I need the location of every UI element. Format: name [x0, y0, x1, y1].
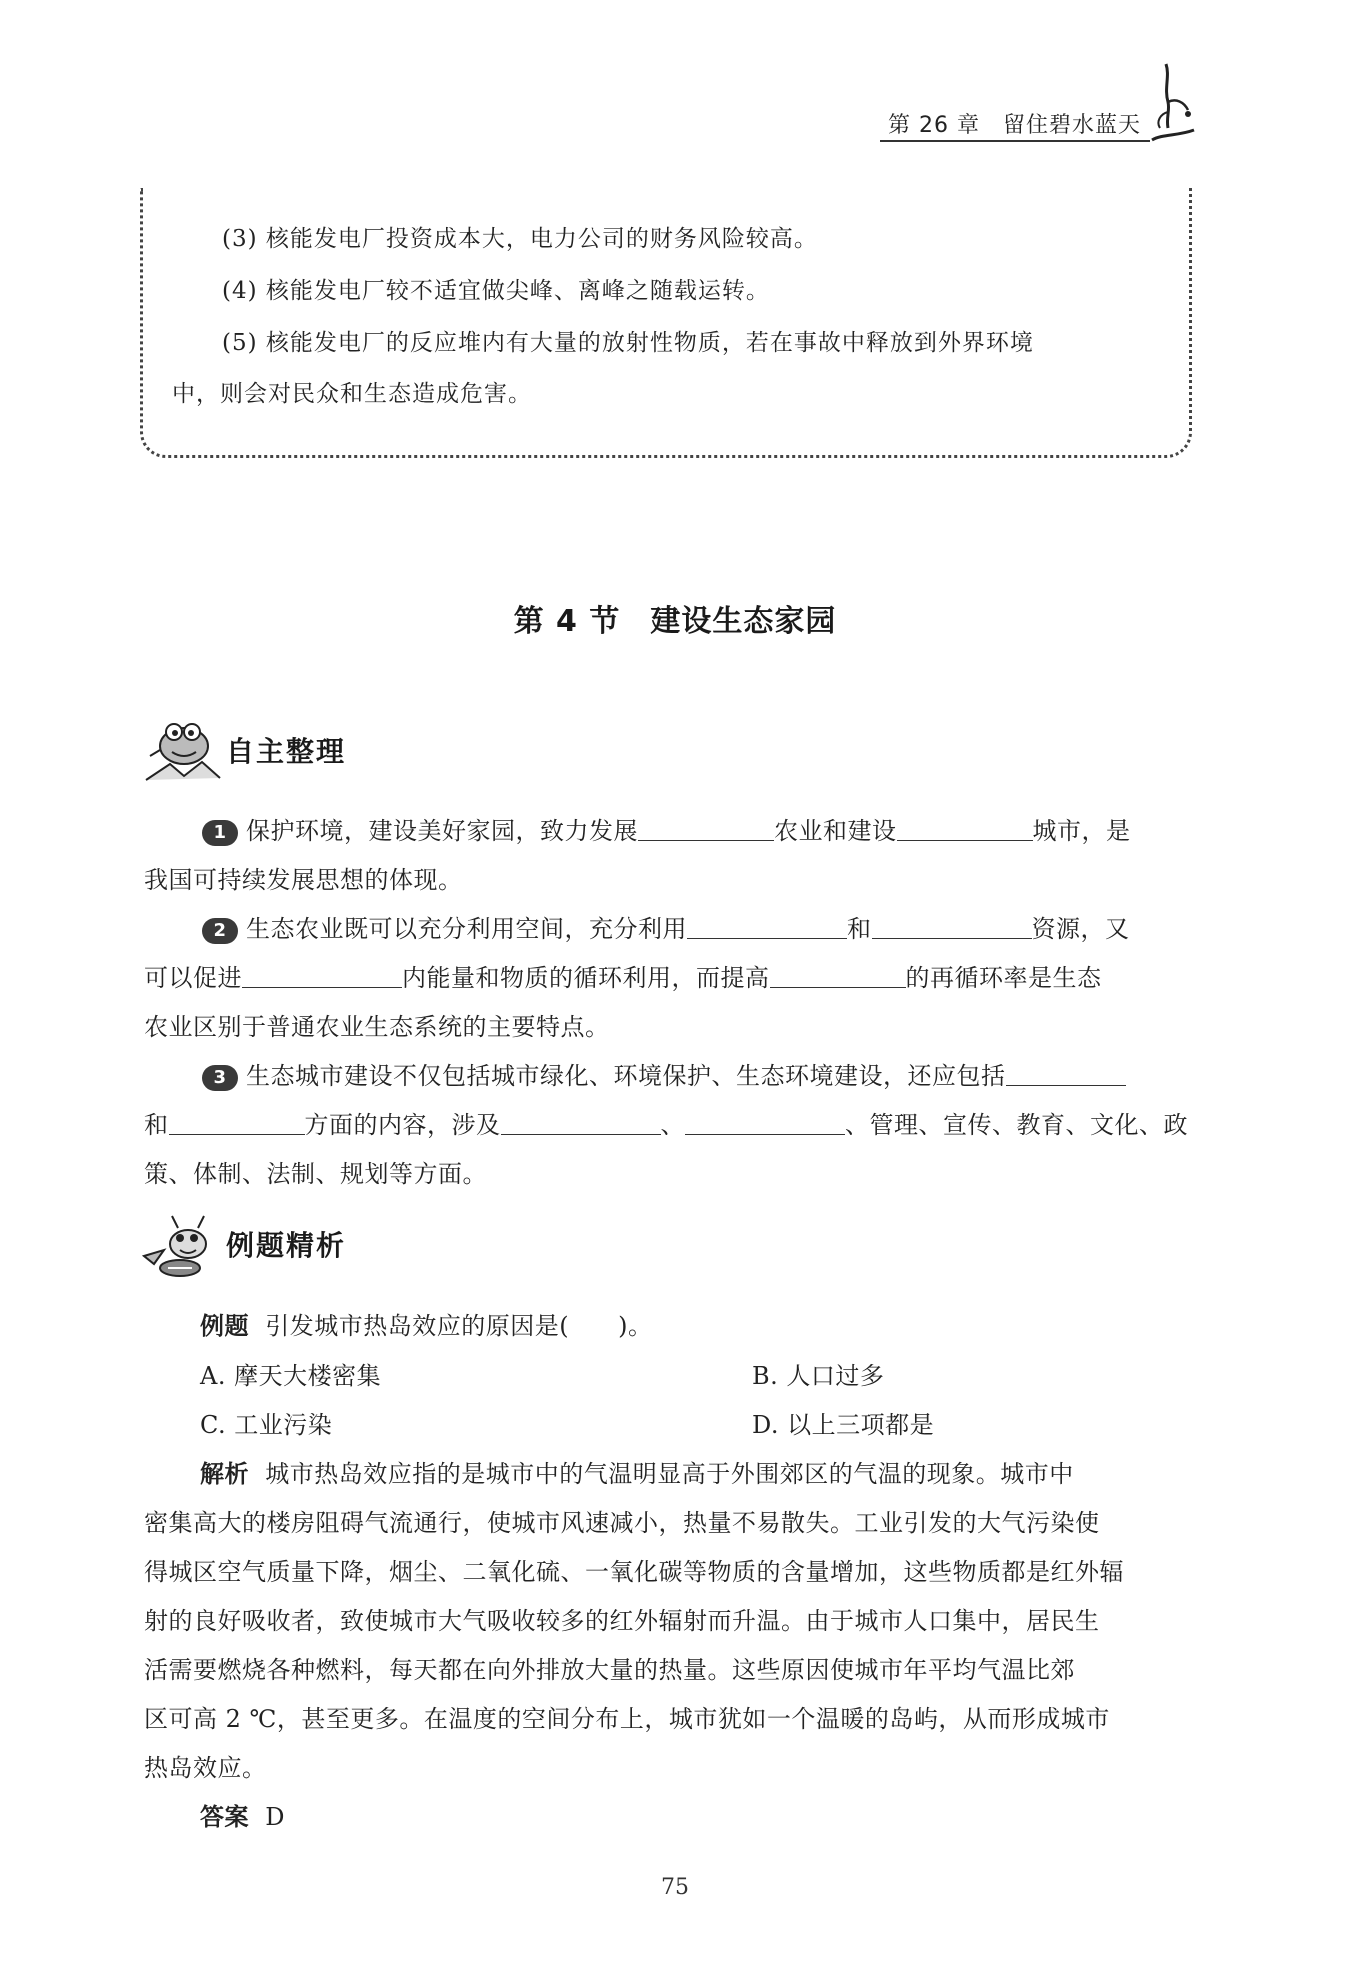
q3-blank-1[interactable]	[1006, 1065, 1126, 1086]
frog-mascot-icon	[140, 716, 226, 786]
q2-blank-1[interactable]	[687, 918, 847, 939]
analysis-line-1: 解析 城市热岛效应指的是城市中的气温明显高于外围郊区的气温的现象。城市中	[200, 1460, 1074, 1488]
q3-line-1: 3 生态城市建设不仅包括城市绿化、环境保护、生态环境建设，还应包括	[202, 1056, 1126, 1091]
analysis-line-3: 得城区空气质量下降，烟尘、二氧化硫、一氧化碳等物质的含量增加，这些物质都是红外辐	[144, 1558, 1124, 1586]
example-label: 例题精析	[226, 1229, 347, 1262]
q2-blank-4[interactable]	[770, 967, 906, 988]
example-tag: 例题	[200, 1312, 249, 1340]
box-line-4: (4) 核能发电厂较不适宜做尖峰、离峰之随载运转。	[222, 278, 770, 304]
section-name: 建设生态家园	[650, 604, 837, 639]
q2-blank-2[interactable]	[872, 918, 1032, 939]
box-line-5: (5) 核能发电厂的反应堆内有大量的放射性物质，若在事故中释放到外界环境	[222, 330, 1034, 356]
q1-line-1: 1 保护环境，建设美好家园，致力发展 农业和建设 城市，是	[202, 811, 1131, 846]
analysis-line-6: 区可高 2 ℃，甚至更多。在温度的空间分布上，城市犹如一个温暖的岛屿，从而形成城市	[144, 1705, 1110, 1733]
q2-line-2: 可以促进 内能量和物质的循环利用，而提高 的再循环率是生态	[144, 964, 1102, 992]
analysis-line-4: 射的良好吸收者，致使城市大气吸收较多的红外辐射而升温。由于城市人口集中，居民生	[144, 1607, 1100, 1635]
q2-line-1: 2 生态农业既可以充分利用空间，充分利用 和 资源，又	[202, 909, 1130, 944]
q3-blank-3[interactable]	[501, 1114, 661, 1135]
answer-line	[200, 1797, 285, 1832]
example-heading	[140, 1210, 460, 1280]
q3-line-3: 策、体制、法制、规划等方面。	[144, 1160, 487, 1188]
q1-badge: 1	[202, 820, 238, 846]
q3-blank-4[interactable]	[685, 1114, 845, 1135]
q3-line-2: 和 方面的内容，涉及 、 、管理、宣传、教育、文化、政	[144, 1111, 1188, 1139]
section-title	[0, 596, 1350, 640]
q1-blank-1[interactable]	[638, 820, 774, 841]
chapter-title: 第 26 章 留住碧水蓝天	[888, 113, 1141, 138]
q2-blank-3[interactable]	[242, 967, 402, 988]
analysis-line-2: 密集高大的楼房阻碍气流通行，使城市风速减小，热量不易散失。工业引发的大气污染使	[144, 1509, 1100, 1537]
box-line-3: (3) 核能发电厂投资成本大，电力公司的财务风险较高。	[222, 226, 818, 252]
option-b[interactable]: B. 人口过多	[752, 1362, 885, 1390]
q2-line-3: 农业区别于普通农业生态系统的主要特点。	[144, 1013, 610, 1041]
header-rule	[880, 140, 1150, 142]
q3-blank-2[interactable]	[169, 1114, 305, 1135]
self-study-heading	[140, 716, 460, 786]
q2-badge: 2	[202, 918, 238, 944]
option-d[interactable]: D. 以上三项都是	[752, 1411, 935, 1439]
answer-tag: 答案	[200, 1803, 249, 1831]
section-number: 第 4 节	[513, 604, 621, 639]
analysis-line-5: 活需要燃烧各种燃料，每天都在向外排放大量的热量。这些原因使城市年平均气温比郊	[144, 1656, 1075, 1684]
q3-badge: 3	[202, 1065, 238, 1091]
box-line-5-cont: 中，则会对民众和生态造成危害。	[172, 381, 532, 407]
analysis-line-7: 热岛效应。	[144, 1754, 267, 1782]
q1-blank-2[interactable]	[897, 820, 1033, 841]
bee-mascot-icon	[140, 1210, 226, 1280]
self-study-label: 自主整理	[226, 735, 347, 768]
analysis-tag: 解析	[200, 1460, 249, 1488]
ornament-icon	[1148, 58, 1198, 148]
example-question: 例题 引发城市热岛效应的原因是( )。	[200, 1312, 653, 1340]
q1-line-2: 我国可持续发展思想的体现。	[144, 866, 463, 894]
running-header	[880, 100, 1200, 150]
option-a[interactable]: A. 摩天大楼密集	[200, 1362, 382, 1390]
page-number: 75	[661, 1875, 689, 1900]
answer-value: D	[265, 1803, 286, 1831]
option-c[interactable]: C. 工业污染	[200, 1411, 333, 1439]
